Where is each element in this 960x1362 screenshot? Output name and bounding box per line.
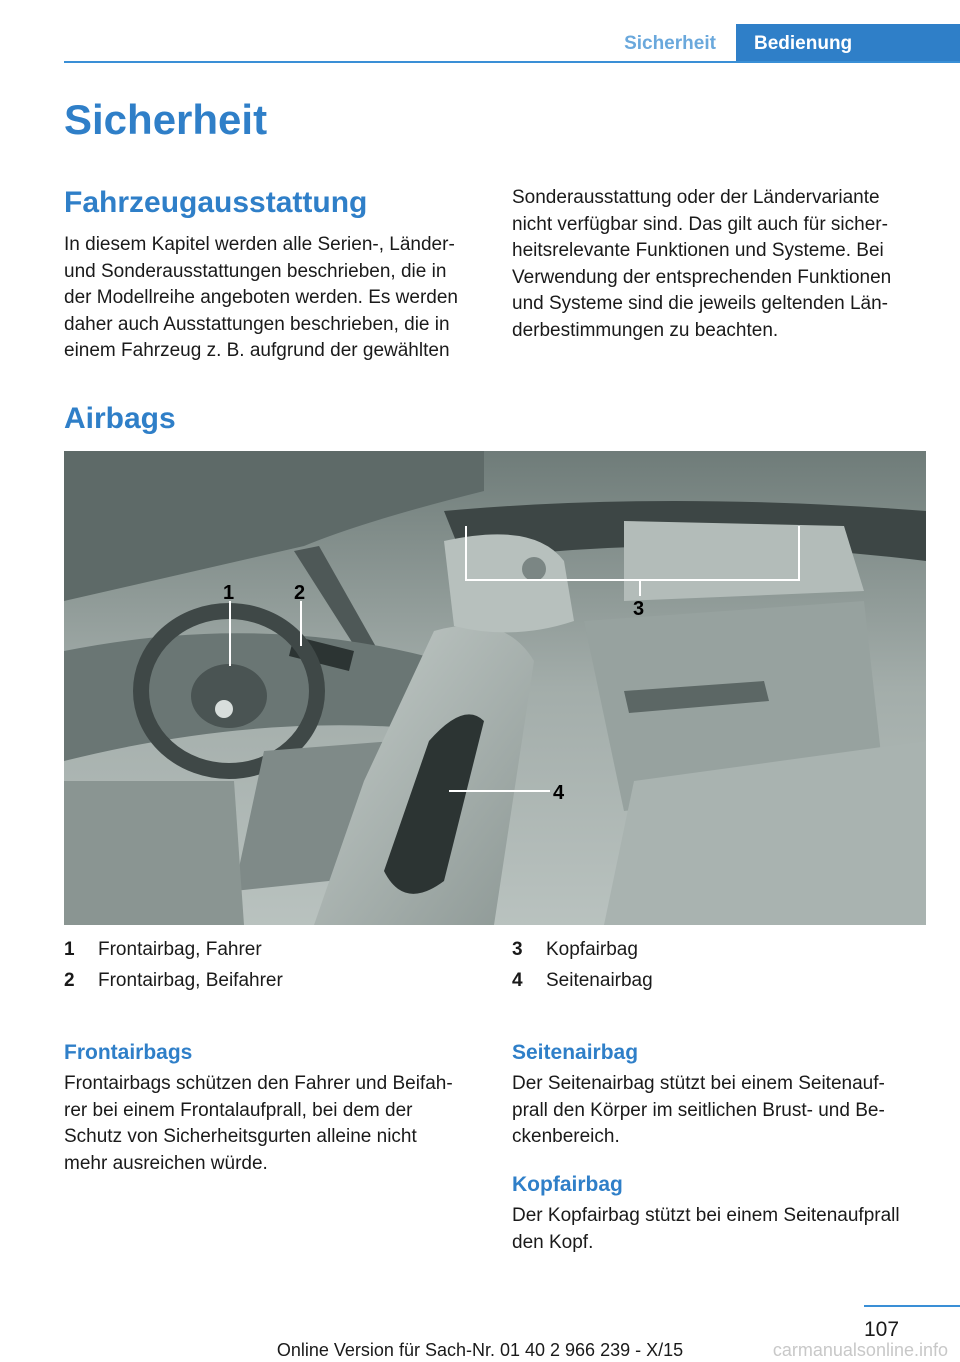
legend-label: Frontairbag, Beifahrer (98, 970, 283, 991)
airbag-illustration (64, 451, 926, 925)
heading-airbags: Airbags (64, 402, 176, 435)
legend-label: Kopfairbag (546, 939, 638, 960)
legend-number: 1 (64, 939, 75, 960)
legend-number: 3 (512, 939, 523, 960)
paragraph-kopfairbag (512, 1203, 942, 1256)
text-line: daher auch Ausstattungen beschrieben, die in (64, 313, 450, 335)
callout-1: 1 (223, 582, 235, 604)
text-line: den Kopf. (512, 1231, 594, 1253)
legend-number: 4 (512, 970, 523, 991)
text-line: derbestimmungen zu beachten. (512, 319, 779, 341)
text-line: rer bei einem Frontalaufprall, bei dem der (64, 1099, 413, 1121)
legend-number: 2 (64, 970, 75, 991)
watermark: carmanualsonline.info (772, 1340, 948, 1360)
text-line: Frontairbags schützen den Fahrer und Beifah- (64, 1073, 453, 1094)
text-line: heitsrelevante Funktionen und Systeme. Bei (512, 240, 884, 261)
page-title: Sicherheit (64, 96, 268, 143)
heading-fahrzeugausstattung: Fahrzeugausstattung (64, 186, 368, 219)
legend-label: Seitenairbag (546, 970, 653, 991)
text-line: und Sonderausstattungen beschrieben, die in (64, 260, 447, 282)
text-line: Sonderausstattung oder der Ländervariante (512, 187, 880, 208)
callout-2: 2 (294, 582, 306, 604)
header-divider (64, 61, 960, 63)
paragraph-fahrzeugausstattung-col1 (64, 232, 494, 365)
text-line: prall den Körper im seitlichen Brust- und Be- (512, 1099, 885, 1121)
footer-version-text: Online Version für Sach-Nr. 01 40 2 966 239 - X/15 (276, 1340, 684, 1360)
legend-item (512, 937, 638, 963)
text-line: Der Seitenairbag stützt bei einem Seitenauf- (512, 1073, 885, 1094)
legend-label: Frontairbag, Fahrer (98, 939, 262, 960)
paragraph-frontairbags (64, 1071, 494, 1177)
footer-divider (864, 1305, 960, 1307)
paragraph-seitenairbag (512, 1071, 942, 1151)
text-line: mehr ausreichen würde. (64, 1152, 268, 1174)
legend-item (64, 968, 283, 994)
callout-4: 4 (553, 782, 565, 804)
heading-kopfairbag: Kopfairbag (512, 1173, 623, 1196)
text-line: Der Kopfairbag stützt bei einem Seitenaufprall (512, 1205, 900, 1226)
text-line: Schutz von Sicherheitsgurten alleine nicht (64, 1126, 417, 1147)
text-line: Verwendung der entsprechenden Funktionen (512, 266, 892, 288)
callout-3: 3 (633, 598, 645, 620)
heading-frontairbags: Frontairbags (64, 1041, 193, 1064)
page-number: 107 (864, 1318, 900, 1341)
paragraph-fahrzeugausstattung-col2 (512, 185, 932, 344)
heading-seitenairbag: Seitenairbag (512, 1041, 639, 1064)
legend-item (512, 968, 653, 994)
tab-bedienung[interactable]: Bedienung (736, 24, 960, 63)
text-line: einem Fahrzeug z. B. aufgrund der gewählten (64, 340, 450, 361)
text-line: nicht verfügbar sind. Das gilt auch für sicher- (512, 213, 888, 235)
text-line: der Modellreihe angeboten werden. Es werden (64, 287, 458, 308)
text-line: ckenbereich. (512, 1126, 620, 1147)
legend-item (64, 937, 262, 963)
tab-sicherheit[interactable]: Sicherheit (624, 33, 716, 54)
text-line: In diesem Kapitel werden alle Serien-, Länder- (64, 234, 455, 255)
text-line: und Systeme sind die jeweils geltenden Län- (512, 293, 889, 314)
